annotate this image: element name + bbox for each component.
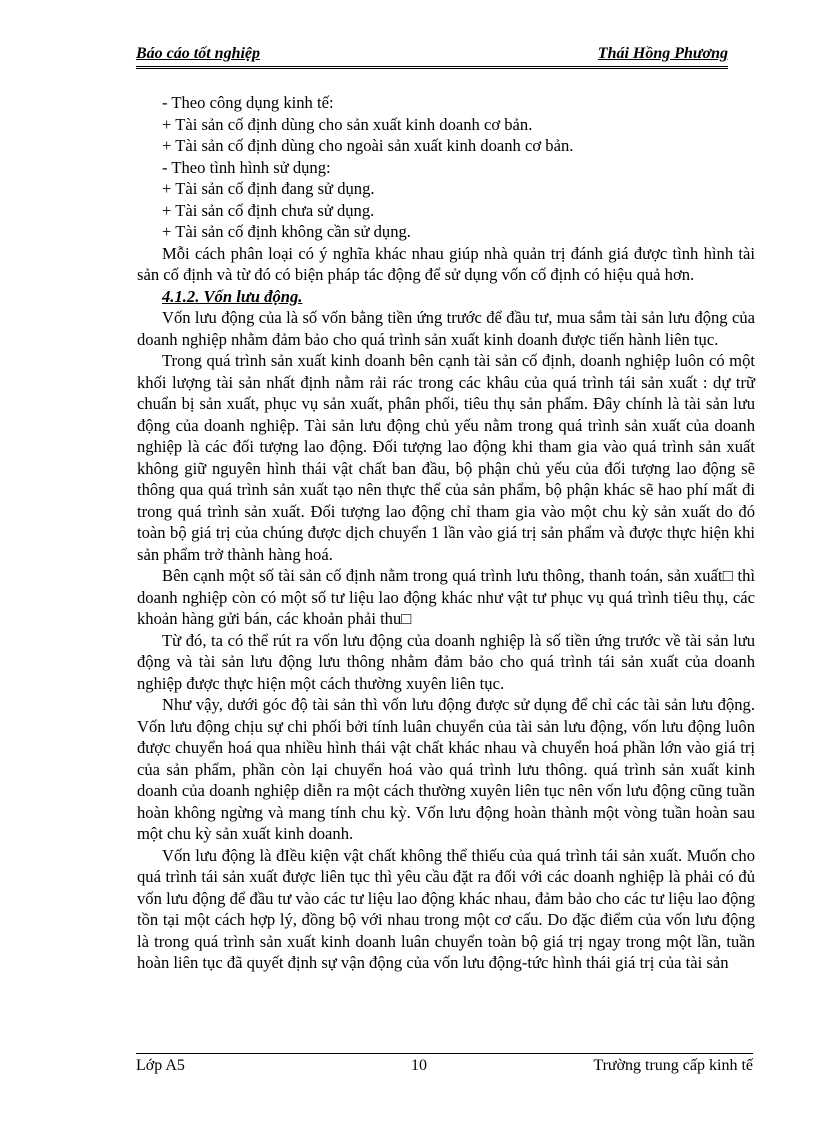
body-paragraph: Trong quá trình sản xuất kinh doanh bên cạnh tài sản cố định, doanh nghiệp luôn có một khối lượng tài sản nhất định nằm rải rác trong các khâu của quá trình tái sản xuất : dự trữ chuẩn bị sản xuất, phục vụ sản xuất, phân phối, tiêu thụ sản phẩm. Đây chính là tài sản lưu động của doanh nghiệp. Tài sản lưu động chủ yếu nằm trong quá trình sản xuất của doanh nghiệp là các đối tượng lao động. Đối tượng lao động khi tham gia vào quá trình sản xuất không giữ nguyên hình thái vật chất ban đầu, bộ phận chủ yếu của đối tượng lao động sẽ thông qua quá trình sản xuất tạo nên thực thể của sản phẩm, bộ phận khác sẽ hao phí mất đi trong quá trình sản xuất. Đối tượng lao động chỉ tham gia vào một chu kỳ sản xuất do đó toàn bộ giá trị của chúng được dịch chuyển 1 lần vào giá trị sản phẩm và được thực hiện khi sản phẩm trở thành hàng hoá. <box>137 351 755 564</box>
header-author-name: Thái Hồng Phương <box>597 45 728 62</box>
list-line: - Theo tình hình sử dụng: <box>162 157 331 177</box>
list-line: + Tài sản cố định chưa sử dụng. <box>162 200 375 220</box>
document-body <box>137 92 755 974</box>
summary-paragraph: Mỗi cách phân loại có ý nghĩa khác nhau giúp nhà quản trị đánh giá được tình hình tài sản cố định và từ đó có biện pháp tác động để sử dụng vốn cố định có hiệu quả hơn. <box>137 243 755 284</box>
list-line: - Theo công dụng kinh tế: <box>162 93 334 112</box>
body-paragraph: Như vậy, dưới góc độ tài sản thì vốn lưu động được sử dụng để chỉ các tài sản lưu động. Vốn lưu động chịu sự chi phối bởi tính luân chuyển của tài sản lưu động, vốn lưu động luôn được chuyển hoá qua nhiều hình thái vật chất khác nhau và chuyển hoá phần lớn vào giá trị của sản phẩm, phần còn lại chuyển hoá vào quá trình lưu thông. quá trình sản xuất kinh doanh của doanh nghiệp diễn ra một cách thường xuyên liên tục nên vốn lưu động cũng tuần hoàn không ngừng và mang tính chu kỳ. Vốn lưu động hoàn thành một vòng tuần hoàn sau một chu kỳ sản xuất kinh doanh. <box>137 695 755 843</box>
list-line: + Tài sản cố định đang sử dụng. <box>162 179 375 198</box>
header-report-title: Báo cáo tốt nghiệp <box>136 45 261 62</box>
body-paragraph: Vốn lưu động của là số vốn bằng tiền ứng trước để đầu tư, mua sắm tài sản lưu động của doanh nghiệp nhằm đảm bảo cho quá trình sản xuất kinh doanh được tiến hành liên tục. <box>137 308 755 349</box>
page-number: 10 <box>411 1057 427 1074</box>
footer-class: Lớp A5 <box>136 1057 185 1074</box>
body-paragraph: Bên cạnh một số tài sản cố định nằm trong quá trình lưu thông, thanh toán, sản xuất□ thì doanh nghiệp còn có một số tư liệu lao động khác như vật tư phục vụ quá trình tiêu thụ, các khoản hàng gửi bán, các khoản phải thu□ <box>137 566 755 628</box>
list-line: + Tài sản cố định không cần sử dụng. <box>162 222 411 241</box>
list-line: + Tài sản cố định dùng cho ngoài sản xuất kinh doanh cơ bản. <box>162 136 574 155</box>
section-heading: 4.1.2. Vốn lưu động. <box>162 286 303 306</box>
page-footer <box>136 1053 753 1078</box>
body-paragraph: Từ đó, ta có thể rút ra vốn lưu động của doanh nghiệp là số tiền ứng trước về tài sản lưu động và tài sản lưu động lưu thông nhằm đảm bảo cho quá trình tái sản xuất của doanh nghiệp được thực hiện một cách thường xuyên liên tục. <box>137 630 755 693</box>
footer-school: Trường trung cấp kinh tế <box>593 1057 753 1074</box>
body-paragraph: Vốn lưu động là đIều kiện vật chất không thể thiếu của quá trình tái sản xuất. Muốn cho quá trình tái sản xuất được liên tục thì yêu cầu đặt ra đối với các doanh nghiệp là phải có đủ vốn lưu động để đầu tư vào các tư liệu lao động khác nhau, đảm bảo cho các tư liệu lao động tồn tại một cách hợp lý, đồng bộ với nhau trong một cơ cấu. Do đặc điểm của vốn lưu động là trong quá trình sản xuất kinh doanh luân chuyển toàn bộ giá trị ngay trong một lần, tuần hoàn liên tục đã quyết định sự vận động của vốn lưu động-tức hình thái giá trị của tài sản <box>137 845 755 972</box>
page-header <box>136 44 728 69</box>
list-line: + Tài sản cố định dùng cho sản xuất kinh doanh cơ bản. <box>162 114 533 134</box>
